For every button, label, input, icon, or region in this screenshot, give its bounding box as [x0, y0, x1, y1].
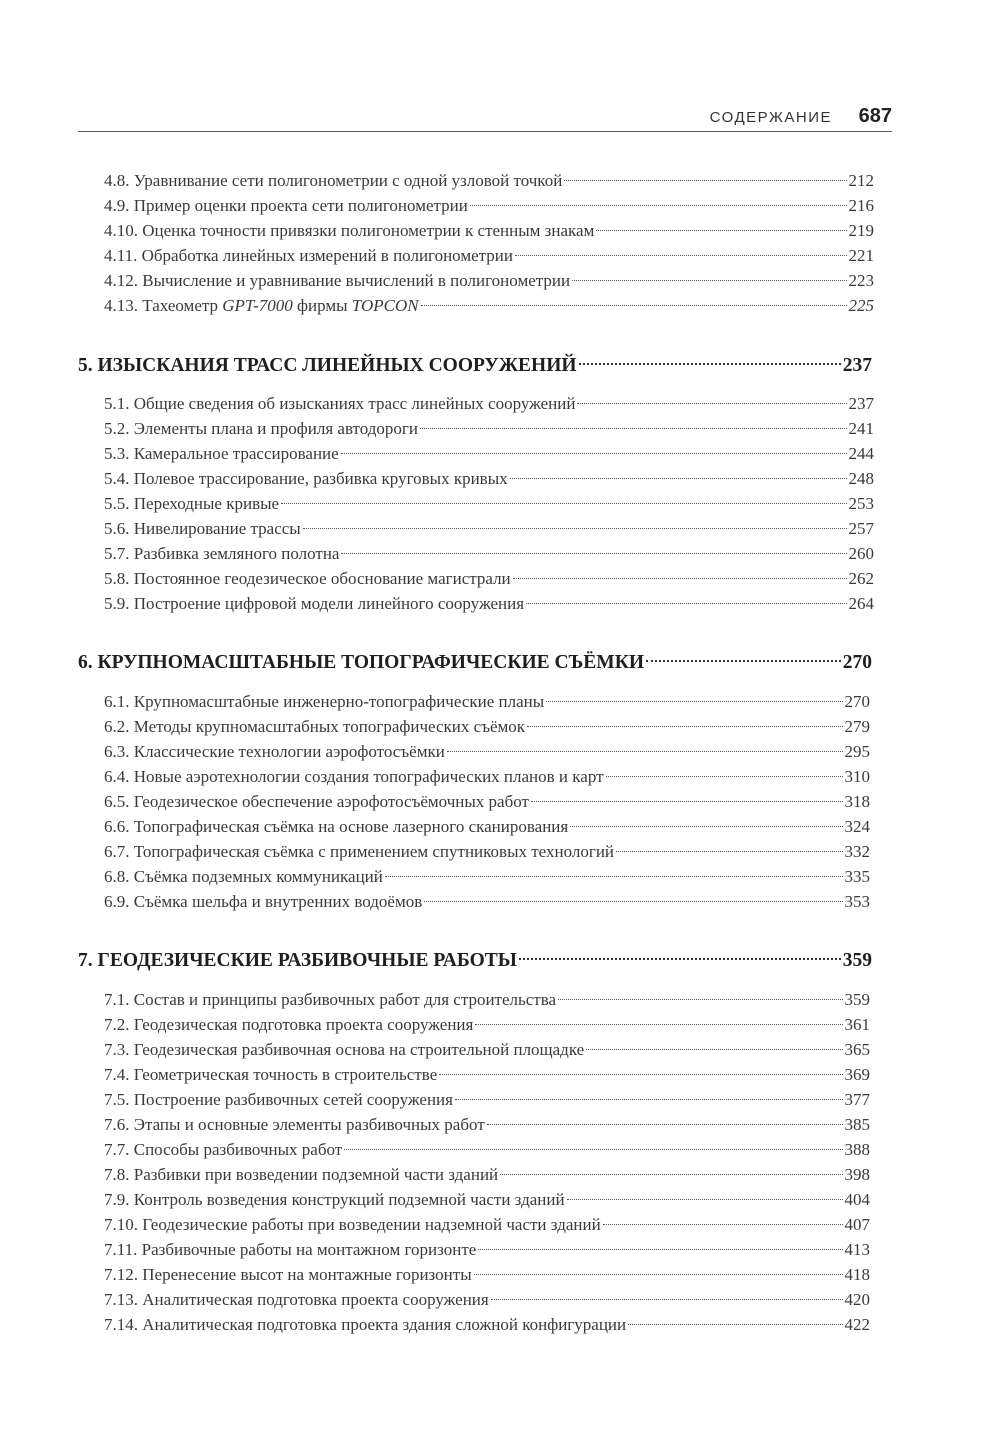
dot-leader [510, 478, 847, 479]
entry-page: 365 [844, 1040, 870, 1059]
toc-entry[interactable]: 4.10. Оценка точности привязки полигонометрии к стенным знакам 219 [104, 218, 874, 243]
entry-page: 407 [844, 1215, 870, 1234]
dot-leader [281, 503, 846, 504]
dot-leader [344, 1149, 842, 1150]
toc-entry[interactable]: 4.8. Уравнивание сети полигонометрии с одной узловой точкой 212 [104, 168, 874, 193]
entry-page: 244 [848, 444, 874, 463]
entry-page: 264 [848, 594, 874, 613]
toc-entry[interactable]: 5.2. Элементы плана и профиля автодороги 241 [104, 416, 874, 441]
entry-page: 422 [844, 1315, 870, 1334]
toc-entry[interactable]: 7.1. Состав и принципы разбивочных работ для строительства 359 [104, 987, 870, 1012]
dot-leader [470, 205, 847, 206]
dot-leader [628, 1324, 842, 1325]
toc-entry[interactable]: 4.12. Вычисление и уравнивание вычислений в полигонометрии 223 [104, 268, 874, 293]
entry-page: 295 [844, 742, 870, 761]
entry-page: 398 [844, 1165, 870, 1184]
chapter-page: 359 [842, 950, 872, 971]
entry-page: 219 [848, 221, 874, 240]
entry-page: 225 [848, 296, 874, 315]
entry-page: 216 [848, 196, 874, 215]
entry-page: 385 [844, 1115, 870, 1134]
entry-page: 270 [844, 692, 870, 711]
dot-leader [513, 578, 847, 579]
entry-page: 279 [844, 717, 870, 736]
dot-leader [474, 1274, 843, 1275]
toc-entry[interactable]: 6.9. Съёмка шельфа и внутренних водоёмов 353 [104, 889, 870, 914]
dot-leader [616, 851, 842, 852]
entry-page: 388 [844, 1140, 870, 1159]
toc-entry[interactable]: 5.6. Нивелирование трассы 257 [104, 516, 874, 541]
dot-leader [646, 660, 841, 662]
dot-leader [424, 901, 842, 902]
entry-page: 332 [844, 842, 870, 861]
toc-entry[interactable]: 5.5. Переходные кривые 253 [104, 491, 874, 516]
dot-leader [572, 280, 846, 281]
toc-entry[interactable]: 6.7. Топографическая съёмка с применением спутниковых технологий 332 [104, 839, 870, 864]
toc-entry[interactable]: 7.10. Геодезические работы при возведении надземной части зданий 407 [104, 1212, 870, 1237]
toc-entry[interactable]: 7.6. Этапы и основные элементы разбивочных работ 385 [104, 1112, 870, 1137]
toc-entry[interactable]: 7.9. Контроль возведения конструкций подземной части зданий 404 [104, 1187, 870, 1212]
dot-leader [567, 1199, 843, 1200]
toc-entry[interactable]: 5.9. Построение цифровой модели линейного сооружения 264 [104, 591, 874, 616]
dot-leader [341, 453, 847, 454]
dot-leader [527, 726, 842, 727]
entry-page: 253 [848, 494, 874, 513]
dot-leader [515, 255, 847, 256]
entry-page: 221 [848, 246, 874, 265]
entry-page: 248 [848, 469, 874, 488]
entry-page: 318 [844, 792, 870, 811]
toc-entry[interactable]: 7.8. Разбивки при возведении подземной части зданий 398 [104, 1162, 870, 1187]
dot-leader [385, 876, 843, 877]
entry-page: 257 [848, 519, 874, 538]
page-number: 687 [858, 105, 892, 127]
toc-entry[interactable]: 7.7. Способы разбивочных работ 388 [104, 1137, 870, 1162]
toc-entry[interactable]: 5.7. Разбивка земляного полотна 260 [104, 541, 874, 566]
dot-leader [303, 528, 847, 529]
dot-leader [491, 1299, 843, 1300]
dot-leader [487, 1124, 843, 1125]
dot-leader [421, 305, 847, 306]
dot-leader [586, 1049, 842, 1050]
entry-page: 223 [848, 271, 874, 290]
chapter-heading[interactable]: 6. КРУПНОМАСШТАБНЫЕ ТОПОГРАФИЧЕСКИЕ СЪЁМКИ 270 [78, 648, 872, 678]
chapter-page: 270 [842, 652, 872, 673]
toc-entry[interactable]: 5.8. Постоянное геодезическое обоснование магистрали 262 [104, 566, 874, 591]
chapter-heading[interactable]: 7. ГЕОДЕЗИЧЕСКИЕ РАЗБИВОЧНЫЕ РАБОТЫ 359 [78, 946, 872, 976]
dot-leader [526, 603, 846, 604]
toc-entry[interactable]: 6.2. Методы крупномасштабных топографических съёмок 279 [104, 714, 870, 739]
dot-leader [478, 1249, 842, 1250]
entry-page: 237 [848, 394, 874, 413]
dot-leader [519, 958, 841, 960]
toc-entry[interactable]: 6.4. Новые аэротехнологии создания топографических планов и карт 310 [104, 764, 870, 789]
toc-entry[interactable]: 7.14. Аналитическая подготовка проекта здания сложной конфигурации 422 [104, 1312, 870, 1337]
dot-leader [531, 801, 843, 802]
entry-page: 260 [848, 544, 874, 563]
dot-leader [475, 1024, 842, 1025]
dot-leader [579, 363, 841, 365]
entry-page: 369 [844, 1065, 870, 1084]
toc-entry[interactable]: 7.13. Аналитическая подготовка проекта сооружения 420 [104, 1287, 870, 1312]
toc-entry[interactable]: 6.5. Геодезическое обеспечение аэрофотосъёмочных работ 318 [104, 789, 870, 814]
dot-leader [341, 553, 846, 554]
entry-page: 310 [844, 767, 870, 786]
dot-leader [500, 1174, 842, 1175]
entry-page: 420 [844, 1290, 870, 1309]
dot-leader [546, 701, 842, 702]
toc-entry[interactable]: 7.2. Геодезическая подготовка проекта сооружения 361 [104, 1012, 870, 1037]
toc-entry[interactable]: 7.4. Геометрическая точность в строительстве 369 [104, 1062, 870, 1087]
toc-entry[interactable]: 6.6. Топографическая съёмка на основе лазерного сканирования 324 [104, 814, 870, 839]
toc-entry[interactable]: 7.12. Перенесение высот на монтажные горизонты 418 [104, 1262, 870, 1287]
dot-leader [596, 230, 846, 231]
entry-page: 361 [844, 1015, 870, 1034]
toc-entry[interactable]: 6.8. Съёмка подземных коммуникаций 335 [104, 864, 870, 889]
dot-leader [447, 751, 843, 752]
dot-leader [455, 1099, 843, 1100]
dot-leader [564, 180, 846, 181]
toc-entry[interactable]: 7.3. Геодезическая разбивочная основа на строительной площадке 365 [104, 1037, 870, 1062]
toc-entry[interactable]: 4.11. Обработка линейных измерений в полигонометрии 221 [104, 243, 874, 268]
toc-entry[interactable]: 5.1. Общие сведения об изысканиях трасс линейных сооружений 237 [104, 391, 874, 416]
dot-leader [606, 776, 843, 777]
entry-page: 262 [848, 569, 874, 588]
dot-leader [558, 999, 842, 1000]
dot-leader [577, 403, 846, 404]
entry-page: 241 [848, 419, 874, 438]
toc-entry[interactable]: 6.3. Классические технологии аэрофотосъёмки 295 [104, 739, 870, 764]
toc-entry[interactable]: 7.11. Разбивочные работы на монтажном горизонте 413 [104, 1237, 870, 1262]
entry-page: 359 [844, 990, 870, 1009]
entry-page: 353 [844, 892, 870, 911]
dot-leader [420, 428, 847, 429]
dot-leader [439, 1074, 842, 1075]
running-head-title: СОДЕРЖАНИЕ [709, 109, 832, 126]
entry-page: 212 [848, 171, 874, 190]
running-head [78, 105, 892, 132]
toc-entry[interactable]: 5.3. Камеральное трассирование 244 [104, 441, 874, 466]
toc-entry[interactable]: 4.9. Пример оценки проекта сети полигонометрии 216 [104, 193, 874, 218]
toc-entry[interactable]: 4.13. Тахеометр GPT-7000 фирмы TOPCON 225 [104, 293, 874, 318]
entry-page: 413 [844, 1240, 870, 1259]
dot-leader [603, 1224, 843, 1225]
entry-page: 418 [844, 1265, 870, 1284]
chapter-heading[interactable]: 5. ИЗЫСКАНИЯ ТРАСС ЛИНЕЙНЫХ СООРУЖЕНИЙ 237 [78, 351, 872, 381]
toc-entry[interactable]: 7.5. Построение разбивочных сетей сооружения 377 [104, 1087, 870, 1112]
entry-page: 324 [844, 817, 870, 836]
toc-entry[interactable]: 6.1. Крупномасштабные инженерно-топографические планы 270 [104, 689, 870, 714]
entry-page: 335 [844, 867, 870, 886]
chapter-page: 237 [842, 355, 872, 376]
toc-entry[interactable]: 5.4. Полевое трассирование, разбивка круговых кривых 248 [104, 466, 874, 491]
entry-page: 377 [844, 1090, 870, 1109]
entry-page: 404 [844, 1190, 870, 1209]
dot-leader [570, 826, 842, 827]
